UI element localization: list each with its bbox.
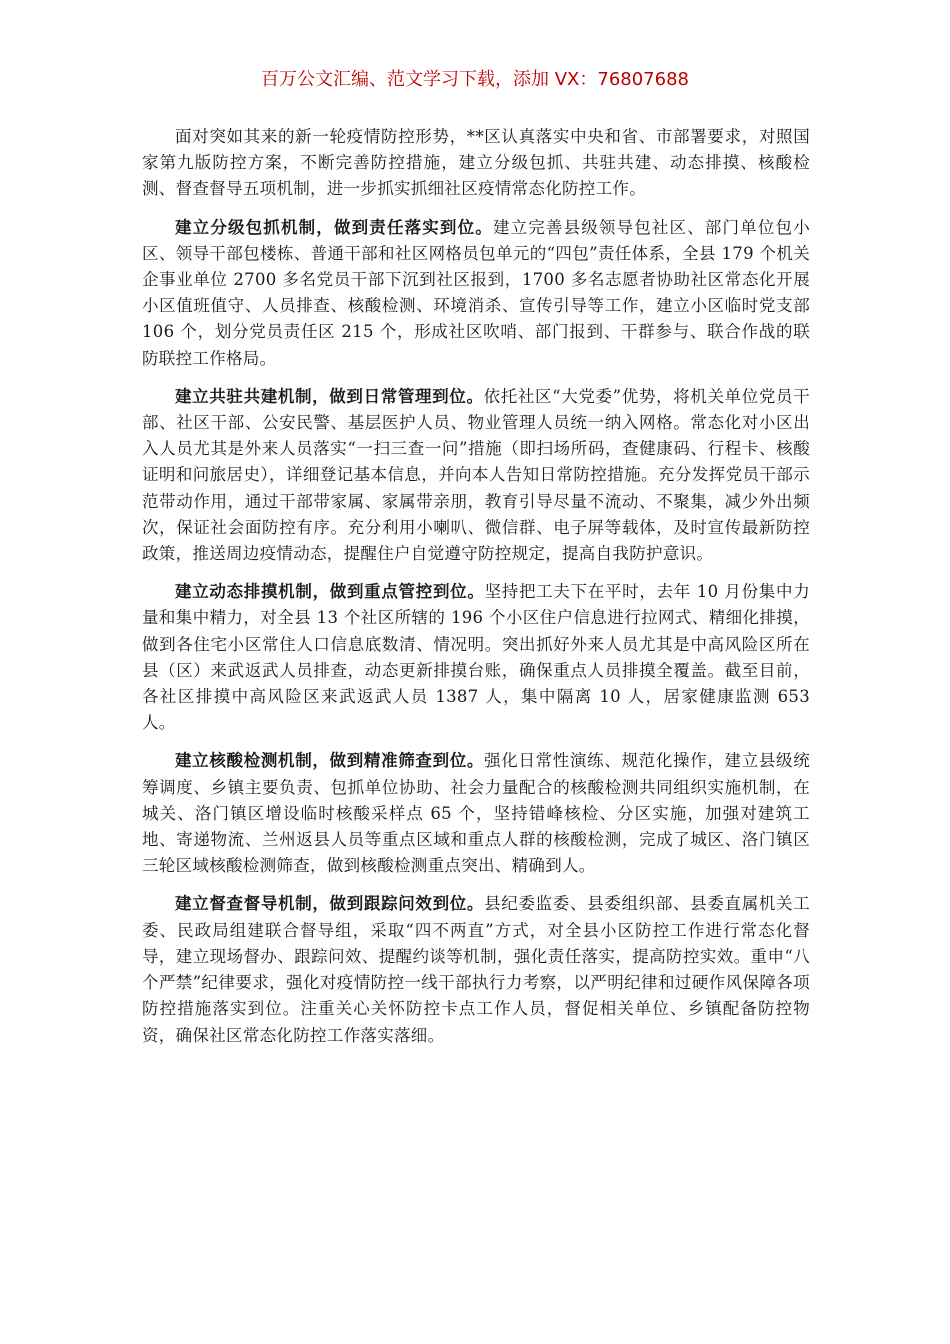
section-paragraph-supervision [142,891,810,1048]
section-heading: 建立分级包抓机制，做到责任落实到位。 [175,217,493,237]
section-paragraph-responsibility [142,215,810,372]
document-body [142,124,810,1061]
section-heading: 建立督查督导机制，做到跟踪问效到位。 [175,894,485,914]
section-text: 依托社区“大党委”优势，将机关单位党员干部、社区干部、公安民警、基层医护人员、物业管理人员统一纳入网格。常态化对小区出入人员尤其是外来人员落实“一扫三查一问”措施（即扫场所码，查健康码、行程卡、核酸证明和问旅居史），详细登记基本信息，并向本人告知日常防控措施。充分发挥党员干部示范带动作用，通过干部带家属、家属带亲朋，教育引导尽量不流动、不聚集，减少外出频次，保证社会面防控有序。充分利用小喇叭、微信群、电子屏等载体，及时宣传最新防控政策，推送周边疫情动态，提醒住户自觉遵守防控规定，提高自我防护意识。 [142,386,810,564]
section-heading: 建立核酸检测机制，做到精准筛查到位。 [175,751,485,771]
section-text: 强化日常性演练、规范化操作，建立县级统筹调度、乡镇主要负责、包抓单位协助、社会力量配合的核酸检测共同组织实施机制，在城关、洛门镇区增设临时核酸采样点 65 个，坚持错峰核检、分区实施，加强对建筑工地、寄递物流、兰州返县人员等重点区域和重点人群的核酸检测，完成了城区、洛门镇区三轮区域核酸检测筛查，做到核酸检测重点突出、精确到人。 [142,751,811,876]
section-paragraph-screening [142,748,810,879]
section-text: 建立完善县级领导包社区、部门单位包小区、领导干部包楼栋、普通干部和社区网格员包单元的“四包”责任体系，全县 179 个机关企事业单位 2700 多名党员干部下沉到社区报到，1700 多名志愿者协助社区常态化开展小区值班值守、人员排查、核酸检测、环境消杀、宣传引导等工作，建立小区临时党支部 106 个，划分党员责任区 215 个，形成社区吹哨、部门报到、干群参与、联合作战的联防联控工作格局。 [142,217,810,368]
section-heading: 建立共驻共建机制，做到日常管理到位。 [175,386,484,406]
intro-paragraph: 面对突如其来的新一轮疫情防控形势，**区认真落实中央和省、市部署要求，对照国家第九版防控方案，不断完善防控措施，建立分级包抓、共驻共建、动态排摸、核酸检测、督查督导五项机制，进一步抓实抓细社区疫情常态化防控工作。 [142,127,810,199]
section-text: 县纪委监委、县委组织部、县委直属机关工委、民政局组建联合督导组，采取“四不两直”方式，对全县小区防控工作进行常态化督导，建立现场督办、跟踪问效、提醒约谈等机制，强化责任落实，提高防控实效。重申“八个严禁”纪律要求，强化对疫情防控一线干部执行力考察，以严明纪律和过硬作风保障各项防控措施落实到位。注重关心关怀防控卡点工作人员，督促相关单位、乡镇配备防控物资，确保社区常态化防控工作落实落细。 [142,894,811,1045]
section-text: 坚持把工夫下在平时，去年 10 月份集中力量和集中精力，对全县 13 个社区所辖的 196 个小区住户信息进行拉网式、精细化排摸，做到各住宅小区常住人口信息底数清、情况明。突出抓好外来人员尤其是中高风险区所在县（区）来武返武人员排查，动态更新排摸台账，确保重点人员排摸全覆盖。截至目前，各社区排摸中高风险区来武返武人员 1387 人，集中隔离 10 人，居家健康监测 653 人。 [142,582,810,733]
section-heading: 建立动态排摸机制，做到重点管控到位。 [175,582,485,602]
download-notice: 百万公文汇编、范文学习下载，添加 VX：76807688 [261,69,689,90]
section-paragraph-key-control [142,579,810,736]
section-paragraph-daily-management [142,384,810,567]
